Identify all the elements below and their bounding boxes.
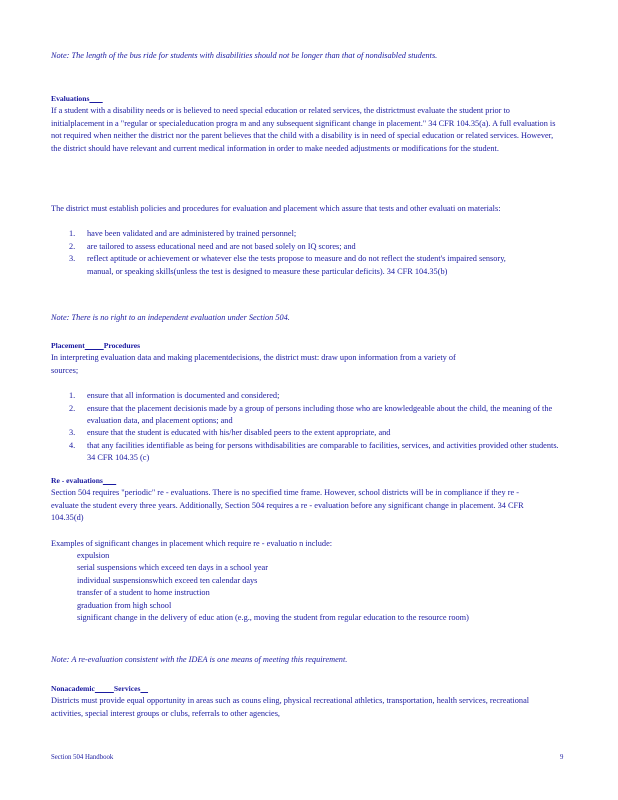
list-item: 4. that any facilities identifiable as being for persons withdisabilities are comparable to facilities, services, and activities provided other students. 34 CFR 104.35 (c) — [69, 440, 559, 463]
evaluations-section — [51, 93, 561, 155]
placement-section — [51, 340, 561, 465]
nonacademic-heading: Nonacademic Services — [51, 684, 141, 693]
evaluation-materials-section — [51, 203, 561, 278]
examples-intro: Examples of significant changes in placement which require re - evaluatio n include: — [51, 538, 333, 548]
evaluations-paragraph: If a student with a disability needs or is believed to need special education or related services, the districtmust evaluate the student prior to initialplacement in a "regular or specialeducation progra m and any subsequent significant change in placement." 34 CFR 104.35(a). A full evaluation is not required when neither the district nor the parent believes that the child with a disability is in need of special education or related services. However, the district should have relevant and current medical information in order to make needed adjustments or modifications for the student. — [51, 106, 556, 153]
bus-ride-note: Note: The length of the bus ride for students with disabilities should not be longer than that of nondisabled students. — [51, 51, 438, 60]
page-number: 9 — [560, 754, 564, 761]
nonacademic-paragraph: Districts must provide equal opportunity in areas such as couns eling, physical recreational athletics, transportation, health services, recreational activities, special interest groups or clubs, referrals to other agencies, — [51, 696, 530, 718]
independent-evaluation-note: Note: There is no right to an independent evaluation under Section 504. — [51, 313, 290, 322]
list-item: individual suspensionswhich exceed ten calendar days — [77, 575, 258, 585]
placement-heading: Placement Procedures — [51, 341, 141, 350]
list-item: expulsion — [77, 551, 110, 561]
list-item: 2. are tailored to assess educational need and are not based solely on IQ scores; and — [69, 241, 356, 251]
list-item: 1. have been validated and are administered by trained personnel; — [69, 229, 297, 239]
reevaluation-note: Note: A re-evaluation consistent with the IDEA is one means of meeting this requirement. — [51, 655, 348, 664]
reevaluations-paragraph: Section 504 requires "periodic" re - evaluations. There is no specified time frame. However, school districts will be in compliance if they re - evaluate the student every three years. Additionally, Section 504 requires a re - evaluation before any significant change in placement. 34 CFR 104.35(d) — [51, 488, 524, 523]
list-item: 1. ensure that all information is documented and considered; — [69, 391, 280, 401]
nonacademic-section — [51, 683, 561, 720]
list-item: significant change in the delivery of educ ation (e.g., moving the student from regular education to the resource room) — [77, 613, 469, 623]
list-item: 3. ensure that the student is educated with his/her disabled peers to the extent appropriate, and — [69, 428, 391, 438]
placement-list — [51, 390, 561, 464]
examples-list — [51, 550, 539, 624]
list-item: transfer of a student to home instruction — [77, 588, 210, 598]
list-item: graduation from high school — [77, 600, 172, 610]
reevaluations-heading: Re - evaluations — [51, 476, 103, 485]
list-item: 2. ensure that the placement decisionis made by a group of persons including those who are knowledgeable about the child, the meaning of the evaluation data, and placement options; and — [69, 403, 553, 426]
list-item: serial suspensions which exceed ten days in a school year — [77, 563, 269, 573]
evaluations-heading: Evaluations — [51, 94, 90, 103]
reevaluations-section — [51, 475, 561, 624]
list-item: 3. reflect aptitude or achievement or whatever else the tests propose to measure and do not reflect the student's impaired sensory, manual, or speaking skills(unless the test is designed to measure these particular deficits). 34 CFR 104.35(b) — [69, 254, 506, 276]
evaluation-materials-intro: The district must establish policies and procedures for evaluation and placement which assure that tests and other evaluati on materials: — [51, 204, 501, 213]
evaluation-materials-list — [51, 228, 531, 278]
footer-title: Section 504 Handbook — [51, 754, 114, 761]
placement-paragraph: In interpreting evaluation data and making placementdecisions, the district must: draw upon information from a variety of sources; — [51, 353, 456, 375]
